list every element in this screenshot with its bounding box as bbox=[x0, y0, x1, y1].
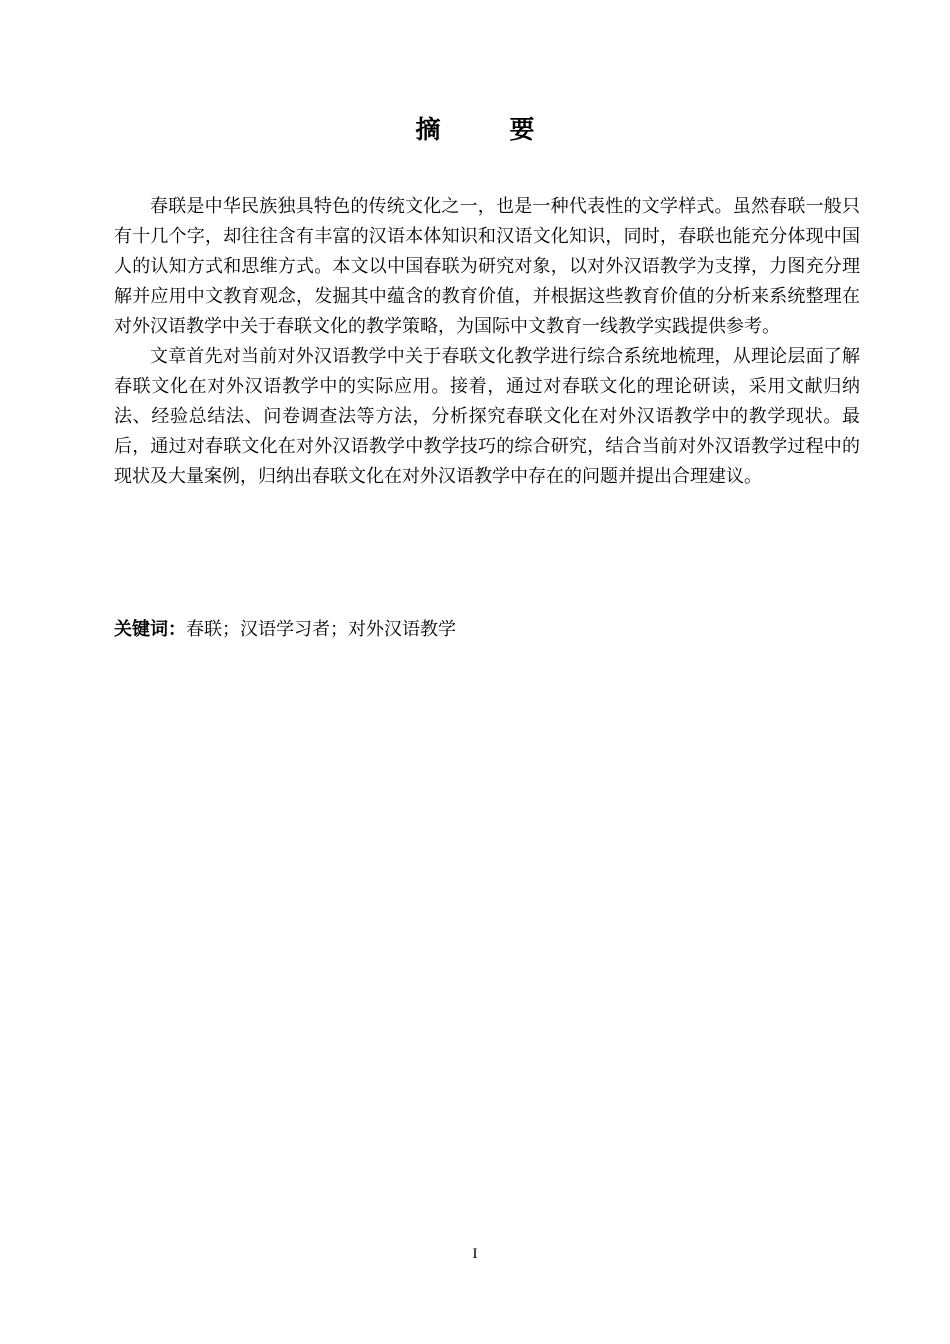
page-title: 摘 要 bbox=[415, 115, 557, 144]
abstract-body bbox=[114, 192, 860, 492]
page-number: I bbox=[472, 1246, 478, 1262]
abstract-paragraph-1: 春联是中华民族独具特色的传统文化之一，也是一种代表性的文学样式。虽然春联一般只有十几个字，却往往含有丰富的汉语本体知识和汉语文化知识，同时，春联也能充分体现中国人的认知方式和思维方式。本文以中国春联为研究对象，以对外汉语教学为支撑，力图充分理解并应用中文教育观念，发掘其中蕴含的教育价值，并根据这些教育价值的分析来系统整理在对外汉语教学中关于春联文化的教学策略，为国际中文教育一线教学实践提供参考。 bbox=[114, 196, 860, 337]
abstract-paragraph-2: 文章首先对当前对外汉语教学中关于春联文化教学进行综合系统地梳理，从理论层面了解春联文化在对外汉语教学中的实际应用。接着，通过对春联文化的理论研读，采用文献归纳法、经验总结法、问卷调查法等方法，分析探究春联文化在对外汉语教学中的教学现状。最后，通过对春联文化在对外汉语教学中教学技巧的综合研究，结合当前对外汉语教学过程中的现状及大量案例，归纳出春联文化在对外汉语教学中存在的问题并提出合理建议。 bbox=[114, 346, 860, 487]
keywords-line bbox=[114, 615, 860, 645]
keywords-value: 春联；汉语学习者；对外汉语教学 bbox=[186, 619, 456, 640]
keywords-label: 关键词： bbox=[114, 619, 186, 640]
